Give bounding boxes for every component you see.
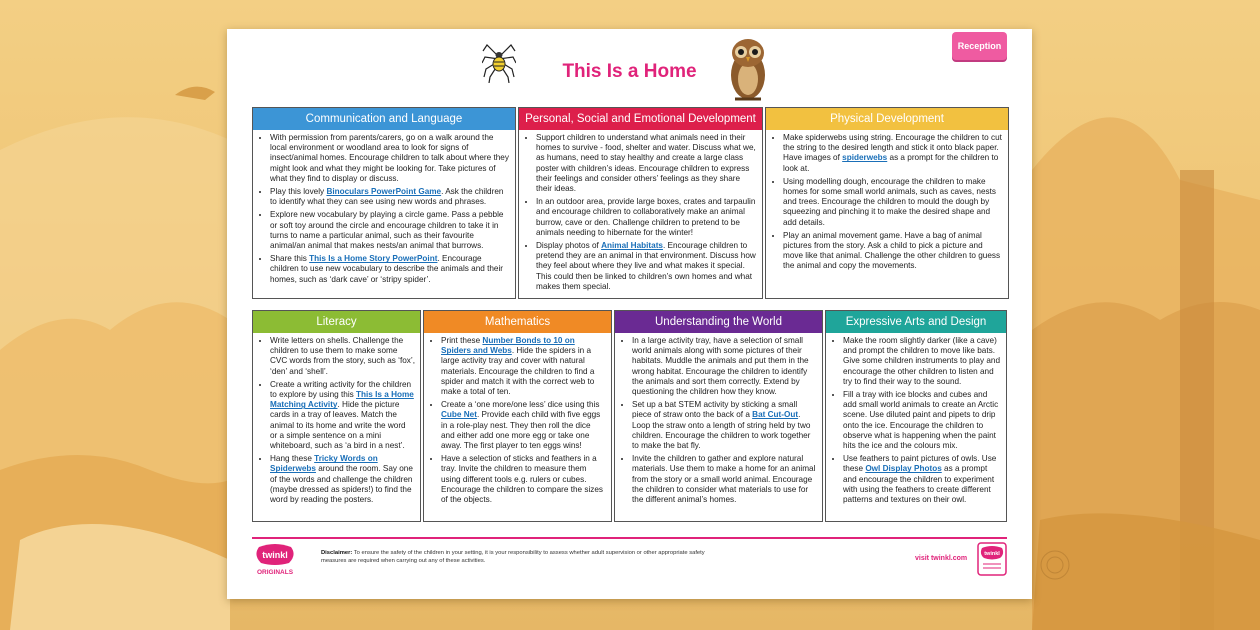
item-text: . Hide the spiders in a large activity tray and cover with natural materials. Encourage the children to find a spider and match it with the correct web to make a total of ten. [441, 346, 595, 397]
list-item [270, 254, 510, 285]
resource-link[interactable]: Owl Display Photos [865, 464, 942, 474]
section-understanding-world [614, 310, 823, 522]
item-text: . Hide the picture cards in a tray of leaves. Match the animal to its home and write the word or a simple sentence on a mini whiteboard, such as ‘a bird in a nest’. [270, 400, 406, 451]
bullet-list [826, 336, 1006, 508]
section-header: Mathematics [424, 311, 611, 333]
list-item [783, 231, 1003, 272]
item-text: as a prompt for the children to look at. [783, 153, 999, 173]
owl-icon [725, 33, 771, 105]
item-text: Fill a tray with ice blocks and cubes and add small world animals to create an Arctic scene. Use diluted paint and pipets to drip onto the ice. Encourage the children to observe what is happening when the paint hits the ice and the colours mix. [843, 390, 999, 451]
logo-subtext: ORIGINALS [256, 569, 294, 576]
list-item [843, 390, 1001, 451]
item-text: In a large activity tray, have a selection of small world animals along with some pictures of their habitats. Muddle the animals and put them in the wrong habitat. Encourage the children to identify the animals and sort them correctly. Extend by questioning the children how they know. [632, 336, 809, 397]
list-item [441, 400, 606, 451]
item-text: Use feathers to paint pictures of owls. Use these [843, 454, 997, 474]
item-text: Make spiderwebs using string. Encourage the children to cut the string to the desired length and stick it onto black paper. Have images of [783, 133, 1002, 163]
list-item [270, 133, 510, 184]
disclaimer-label: Disclaimer: [321, 550, 353, 556]
visit-link[interactable]: visit twinkl.com [915, 555, 968, 562]
bullet-list [519, 133, 762, 295]
item-text: Create a ‘one more/one less’ dice using this [441, 400, 600, 410]
section-header: Personal, Social and Emotional Development [519, 108, 762, 130]
list-item [843, 454, 1001, 505]
badge-logo-text: twinkl [984, 551, 1000, 557]
resource-link[interactable]: Binoculars PowerPoint Game [326, 187, 442, 197]
list-item [632, 400, 817, 451]
item-text: Display photos of [536, 241, 602, 251]
quality-standard-badge [977, 542, 1007, 576]
item-text: Hang these [270, 454, 315, 464]
list-item [270, 187, 510, 207]
list-item [441, 336, 606, 397]
list-item [783, 177, 1003, 228]
resource-link[interactable]: Cube Net [441, 410, 477, 420]
item-text: around the room. Say one of the words and challenge the children (maybe dressed as spiders!) to find the word by reading the posters. [270, 464, 413, 505]
resource-link[interactable]: This Is a Home Story PowerPoint [309, 254, 438, 264]
section-expressive-arts [825, 310, 1007, 522]
resource-link[interactable]: This Is a Home Matching Activity [270, 390, 414, 410]
section-physical [765, 107, 1009, 299]
item-text: Make the room slightly darker (like a cave) and prompt the children to move like bats. Give some children instruments to play and encourage the other children to listen and try to find their way to the sound. [843, 336, 1001, 386]
bullet-list [424, 336, 611, 508]
item-text: Share this [270, 254, 310, 264]
bullet-list [766, 133, 1008, 275]
resource-link[interactable]: spiderwebs [842, 153, 888, 163]
item-text: Using modelling dough, encourage the children to make homes for some small world animals, such as caves, nests and trees. Encourage the children to mould the dough by squeezing and pinching it to make the desired shape and add details. [783, 176, 996, 227]
resource-link[interactable]: Bat Cut-Out [752, 410, 799, 420]
section-communication [252, 107, 516, 299]
disclaimer [321, 550, 721, 565]
item-text: Write letters on shells. Challenge the children to use them to make some CVC words from the story, such as ‘fox’, ‘den’ and ‘shell’. [270, 336, 415, 376]
reception-badge: Reception [952, 32, 1007, 60]
list-item [536, 197, 757, 238]
item-text: With permission from parents/carers, go on a walk around the local environment or woodland area to look for signs of insect/animal homes. Encourage children to talk about where they might look and what they might be looking for. Take pictures of what they find to display or discuss. [270, 133, 509, 183]
top-row [252, 107, 1009, 299]
list-item [536, 241, 757, 292]
item-text: In an outdoor area, provide large boxes, crates and tarpaulin and encourage children to collaboratively make an animal burrow, cave or den. Challenge children to pretend to be animals needing to hibernate for the winter! [536, 197, 756, 237]
item-text: Play this lovely [270, 187, 327, 197]
item-text: Play an animal movement game. Have a bag of animal pictures from the story. Ask a child to pick a picture and move like that animal. Challenge the other children to guess the animal and copy the movements. [783, 230, 1001, 271]
logo-text: twinkl [262, 550, 288, 560]
item-text: . Ask the children to identify what they can see using new words and phrases. [270, 187, 504, 207]
bottom-row [252, 310, 1007, 522]
resource-link[interactable]: Number Bonds to 10 on Spiders and Webs [441, 336, 575, 356]
list-item [632, 336, 817, 397]
item-text: Invite the children to gather and explore natural materials. Use them to make a home for an animal from the story or a small world animal. Encourage the children to consider what materials to use for the different animal’s homes. [632, 454, 816, 505]
section-mathematics [423, 310, 612, 522]
twinkl-originals-logo [253, 543, 297, 577]
item-text: as a prompt and encourage the children to experiment with using the feathers to create different patterns and textures on their owl. [843, 464, 995, 505]
item-text: Support children to understand what animals need in their homes to survive - food, shelter and water. Discuss what we, as humans, need to stay healthy and create a large class poster with children’s ideas. Encourage children to express their feelings and consider others’ feelings as they share their ideas. [536, 133, 756, 194]
list-item [536, 133, 757, 194]
section-literacy [252, 310, 421, 522]
section-personal-social [518, 107, 763, 299]
list-item [843, 336, 1001, 387]
list-item [270, 336, 415, 377]
item-text: Explore new vocabulary by playing a circle game. Pass a pebble or soft toy around the circle and encourage children to take it in turns to name a particular animal, such as their favourite animal/an animal that makes nests/an animal that burrows. [270, 210, 504, 251]
section-header: Understanding the World [615, 311, 822, 333]
item-text: . Loop the straw onto a length of string held by two children. Encourage the children to work together to make the bat fly. [632, 410, 811, 451]
section-header: Literacy [253, 311, 420, 333]
planning-sheet [227, 29, 1032, 599]
footer-divider [252, 537, 1007, 539]
item-text: . Provide each child with five eggs in a role-play nest. They then roll the dice and either add one more egg or take one away. The first player to ten eggs wins! [441, 410, 601, 451]
section-header: Physical Development [766, 108, 1008, 130]
item-text: Create a writing activity for the children to explore by using this [270, 379, 412, 400]
list-item [441, 454, 606, 505]
item-text: Print these [441, 336, 483, 345]
bullet-list [615, 336, 822, 508]
resource-link[interactable]: Animal Habitats [601, 241, 663, 251]
bullet-list [253, 133, 515, 288]
list-item [270, 380, 415, 451]
page-title: This Is a Home [562, 61, 697, 82]
disclaimer-text: To ensure the safety of the children in your setting, it is your responsibility to assess whether adult supervision or other appropriate safety measures are required when carrying out any of these activities. [321, 550, 705, 564]
section-header: Expressive Arts and Design [826, 311, 1006, 333]
item-text: Set up a bat STEM activity by sticking a small piece of straw onto the back of a [632, 400, 798, 420]
item-text: . Encourage children to use new vocabulary to describe the animals and their homes, such as ‘dark cave’ or ‘stripy spider’. [270, 254, 504, 284]
list-item [632, 454, 817, 505]
item-text: Have a selection of sticks and feathers in a tray. Invite the children to measure them using different tools e.g. rulers or cubes. Encourage the children to compare the sizes of the objects. [441, 454, 604, 505]
list-item [783, 133, 1003, 174]
resource-link[interactable]: Tricky Words on Spiderwebs [270, 454, 378, 474]
list-item [270, 210, 510, 251]
list-item [270, 454, 415, 505]
bullet-list [253, 336, 420, 508]
item-text: . Encourage children to pretend they are an animal in that environment. Discuss how they feel about where they live and what makes it special. This could then be linked to children’s own homes and what makes them special. [536, 241, 756, 291]
section-header: Communication and Language [253, 108, 515, 130]
